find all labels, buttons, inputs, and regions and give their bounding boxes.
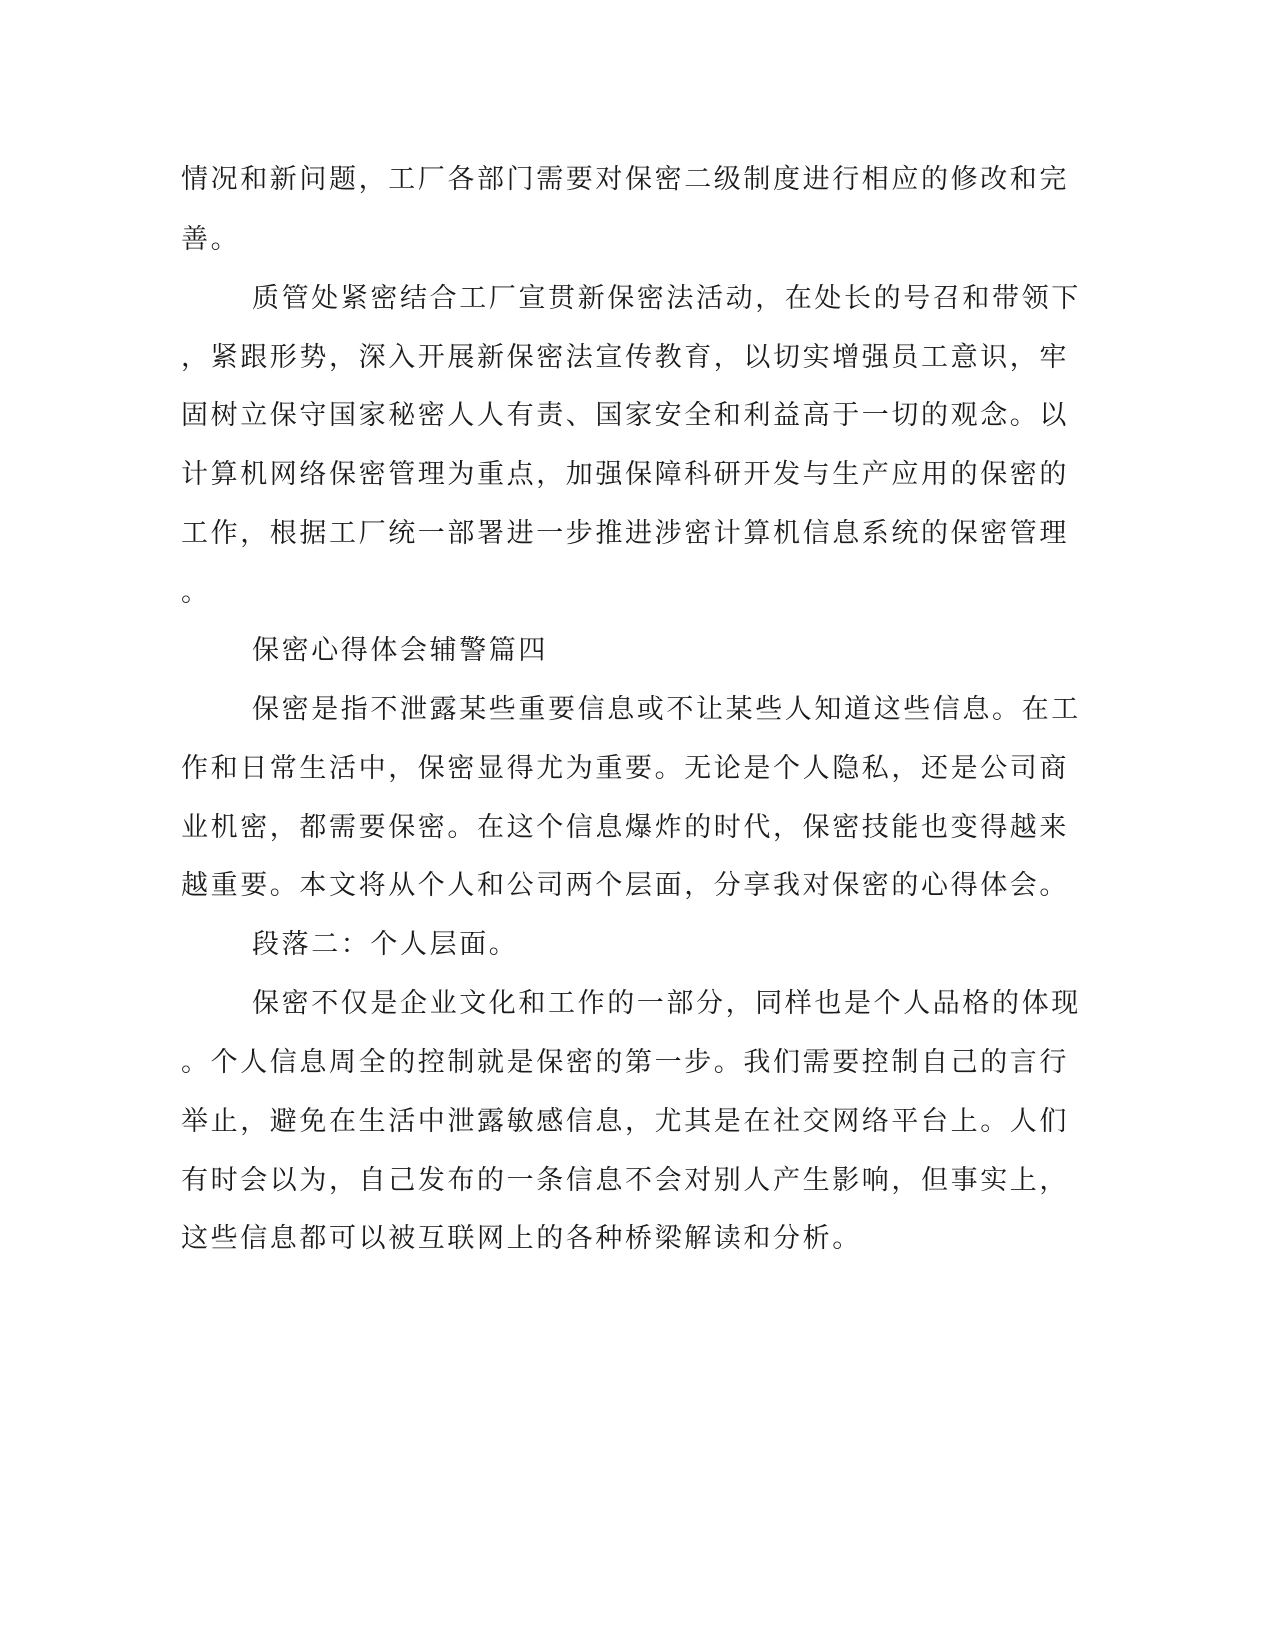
- paragraph-line: 工作，根据工厂统一部署进一步推进涉密计算机信息系统的保密管理: [181, 518, 1069, 549]
- paragraph-line: 情况和新问题，工厂各部门需要对保密二级制度进行相应的修改和完: [181, 164, 1069, 195]
- section-heading: 保密心得体会辅警篇四: [252, 635, 548, 666]
- paragraph-line: ，紧跟形势，深入开展新保密法宣传教育，以切实增强员工意识，牢: [181, 342, 1069, 373]
- paragraph-line: 举止，避免在生活中泄露敏感信息，尤其是在社交网络平台上。人们: [181, 1106, 1069, 1137]
- paragraph-line: 业机密，都需要保密。在这个信息爆炸的时代，保密技能也变得越来: [181, 812, 1069, 843]
- paragraph-line: 越重要。本文将从个人和公司两个层面，分享我对保密的心得体会。: [181, 870, 1069, 901]
- paragraph-line: 固树立保守国家秘密人人有责、国家安全和利益高于一切的观念。以: [181, 400, 1069, 431]
- paragraph-line: 计算机网络保密管理为重点，加强保障科研开发与生产应用的保密的: [181, 459, 1069, 490]
- paragraph-line: 保密是指不泄露某些重要信息或不让某些人知道这些信息。在工: [252, 694, 1081, 725]
- paragraph-line: 这些信息都可以被互联网上的各种桥梁解读和分析。: [181, 1223, 862, 1254]
- paragraph-line: 。个人信息周全的控制就是保密的第一步。我们需要控制自己的言行: [181, 1047, 1069, 1078]
- paragraph-line: 保密不仅是企业文化和工作的一部分，同样也是个人品格的体现: [252, 988, 1081, 1019]
- paragraph-line: 作和日常生活中，保密显得尤为重要。无论是个人隐私，还是公司商: [181, 753, 1069, 784]
- paragraph-line: 善。: [181, 224, 241, 255]
- paragraph-line: 质管处紧密结合工厂宣贯新保密法活动，在处长的号召和带领下: [252, 283, 1081, 314]
- paragraph-line: 。: [181, 577, 211, 608]
- paragraph-line: 有时会以为，自己发布的一条信息不会对别人产生影响，但事实上，: [181, 1165, 1069, 1196]
- section-heading: 段落二：个人层面。: [252, 929, 519, 960]
